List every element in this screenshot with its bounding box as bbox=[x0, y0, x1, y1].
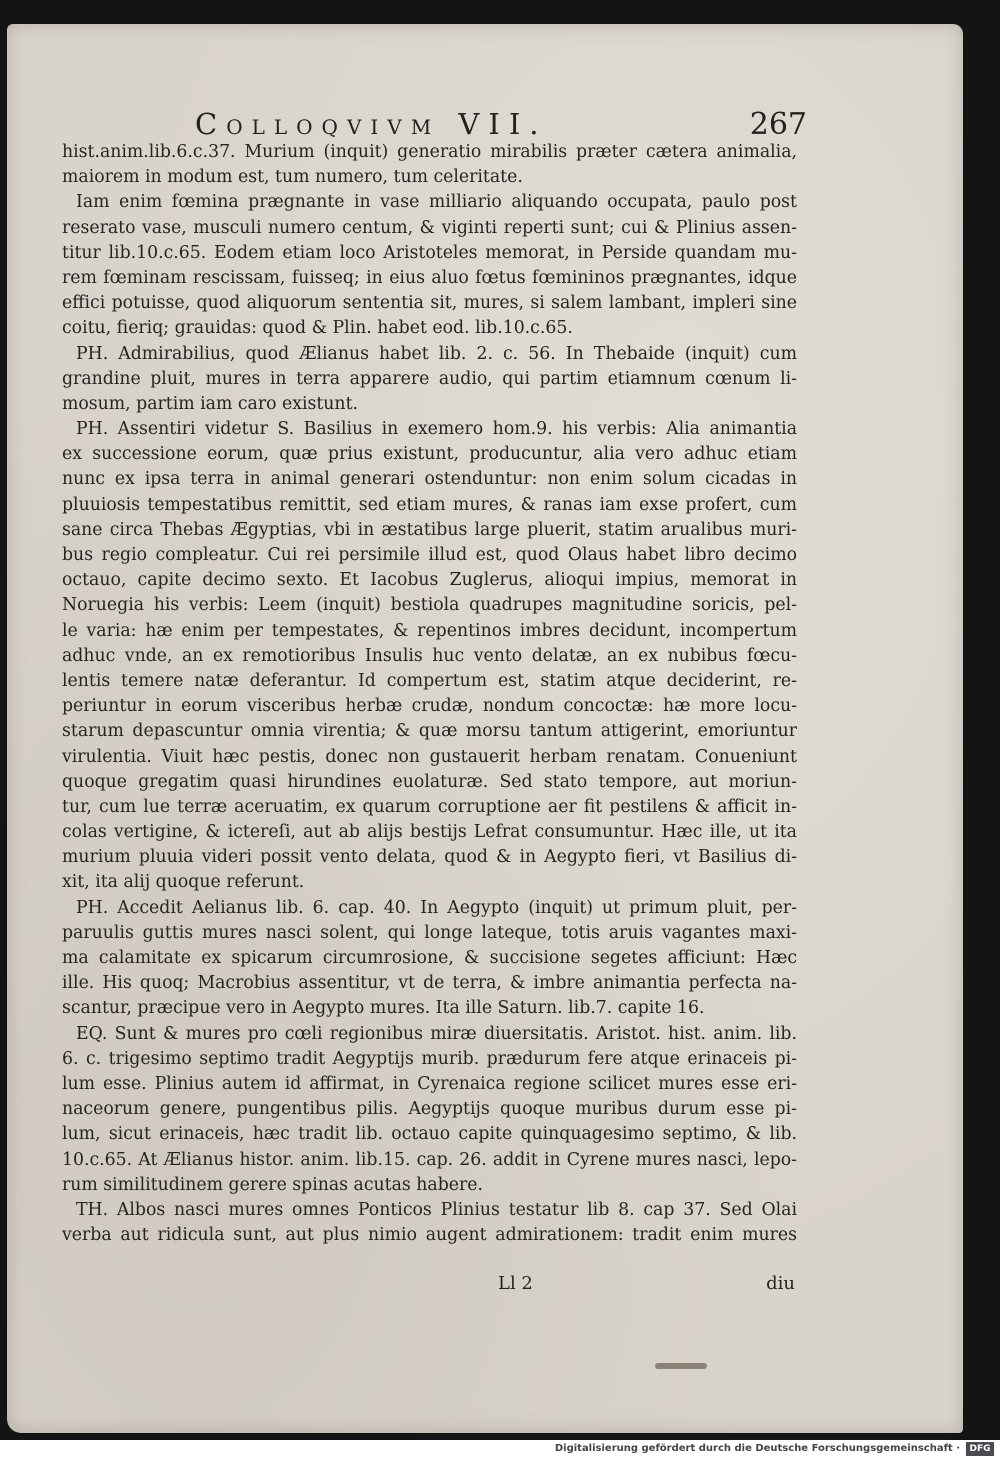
text-line: ex successione eorum, quæ prius existunt, producuntur, alia vero adhuc etiam bbox=[62, 444, 797, 465]
text-line: starum depascuntur omnia virentia; & quæ morsu tantum attigerint, emoriuntur bbox=[62, 721, 797, 742]
text-line: periuntur in eorum visceribus herbæ crudæ, nondum concoctæ: hæ more locu- bbox=[62, 696, 797, 717]
text-line: titur lib.10.c.65. Eodem etiam loco Aristoteles memorat, in Perside quandam mu- bbox=[62, 242, 797, 263]
text-line: mosum, partim iam caro existunt. bbox=[62, 393, 359, 414]
text-line: murium pluuia videri possit vento delata, quod & in Aegypto fieri, vt Basilius di- bbox=[62, 847, 797, 868]
text-line: PH. Admirabilius, quod Ælianus habet lib. 2. c. 56. In Thebaide (inquit) cum bbox=[76, 343, 797, 364]
text-line: sane circa Thebas Ægyptias, vbi in æstatibus large pluerit, statim arualibus muri- bbox=[62, 519, 797, 540]
text-line: lum esse. Plinius autem id affirmat, in Cyrenaica regione scilicet mures esse eri- bbox=[62, 1073, 797, 1094]
text-line: rum similitudinem gerere spinas acutas habere. bbox=[62, 1174, 483, 1195]
credit-bar bbox=[0, 1440, 1000, 1460]
text-line: 10.c.65. At Ælianus histor. anim. lib.15. cap. 26. addit in Cyrene mures nasci, lepo- bbox=[62, 1149, 797, 1170]
credit-text: Digitalisierung gefördert durch die Deutsche Forschungsgemeinschaft · bbox=[554, 1443, 960, 1454]
text-line: ille. His quoq; Macrobius assentitur, vt de terra, & imbre animantia perfecta na- bbox=[62, 973, 797, 994]
text-line: maiorem in modum est, tum numero, tum celeritate. bbox=[62, 167, 523, 188]
text-line: le varia: hæ enim per tempestates, & repentinos imbres decidunt, incompertum bbox=[62, 620, 797, 641]
text-line: verba aut ridicula sunt, aut plus nimio augent admirationem: tradit enim mures bbox=[62, 1225, 797, 1246]
text-line: nunc ex ipsa terra in animal generari ostenduntur: non enim solum cicadas in bbox=[62, 469, 797, 490]
text-line: lum, sicut erinaceis, hæc tradit lib. octauo capite quinquagesimo septimo, & lib. bbox=[62, 1124, 797, 1145]
text-line: pluuiosis tempestatibus remittit, sed etiam mures, & ranas iam exse profert, cum bbox=[62, 494, 797, 515]
body-text bbox=[62, 140, 797, 1248]
text-line: hist.anim.lib.6.c.37. Murium (inquit) generatio mirabilis præter cætera animalia, bbox=[62, 142, 797, 162]
text-line: PH. Assentiri videtur S. Basilius in exemero hom.9. his verbis: Alia animantia bbox=[76, 419, 797, 440]
text-line: coitu, fieriq; grauidas: quod & Plin. habet eod. lib.10.c.65. bbox=[62, 318, 573, 339]
signature-mark: Ll 2 bbox=[498, 1273, 533, 1294]
text-line: virulentia. Viuit hæc pestis, donec non gustauerit herbam renatam. Conueniunt bbox=[62, 746, 797, 767]
text-line: rem fœminam rescissam, fuisseq; in eius aluo fœtus fœmininos prægnantes, idque bbox=[62, 267, 797, 288]
text-line: tur, cum lue terræ aceruatim, ex quarum corruptione aer fit pestilens & afficit in- bbox=[62, 796, 797, 817]
text-line: EQ. Sunt & mures pro cœli regionibus miræ diuersitatis. Aristot. hist. anim. lib. bbox=[76, 1023, 797, 1044]
text-line: ma calamitate ex spicarum circumrosione, & succisione segetes afficiunt: Hæc bbox=[62, 948, 797, 968]
text-line: naceorum genere, pungentibus pilis. Aegyptijs quoque muribus durum esse pi- bbox=[62, 1099, 797, 1120]
text-line: quoque gregatim quasi hirundines euolaturæ. Sed stato tempore, aut moriun- bbox=[62, 771, 797, 792]
text-line: xit, ita alij quoque referunt. bbox=[62, 872, 305, 893]
text-line: TH. Albos nasci mures omnes Ponticos Plinius testatur lib 8. cap 37. Sed Olai bbox=[76, 1199, 797, 1220]
text-line: paruulis guttis mures nasci solent, qui longe lateque, totis aruis vagantes maxi- bbox=[62, 922, 797, 943]
ink-smudge bbox=[655, 1363, 707, 1369]
text-line: PH. Accedit Aelianus lib. 6. cap. 40. In Aegypto (inquit) ut primum pluit, per- bbox=[76, 897, 797, 918]
catchword: diu bbox=[766, 1273, 795, 1294]
text-line: grandine pluit, mures in terra apparere audio, qui partim etiamnum cœnum li- bbox=[62, 368, 797, 389]
running-title: Colloqvivm VII. bbox=[195, 107, 548, 141]
text-line: lentis temere natæ deferantur. Id compertum est, statim atque deciderint, re- bbox=[62, 670, 797, 691]
text-line: adhuc vnde, an ex remotioribus Insulis huc vento delatæ, an ex nubibus fœcu- bbox=[62, 645, 797, 666]
text-line: effici potuisse, quod aliquorum sententia sit, mures, si salem lambant, impleri sine bbox=[62, 293, 797, 314]
text-line: bus regio compleatur. Cui rei persimile illud est, quod Olaus habet libro decimo bbox=[62, 545, 797, 565]
page-number: 267 bbox=[749, 107, 807, 142]
text-line: scantur, præcipue vero in Aegypto mures. Ita ille Saturn. lib.7. capite 16. bbox=[62, 998, 705, 1019]
text-line: Noruegia his verbis: Leem (inquit) bestiola quadrupes magnitudine soricis, pel- bbox=[62, 595, 797, 616]
text-line: octauo, capite decimo sexto. Et Iacobus Zuglerus, alioqui impius, memorat in bbox=[62, 570, 797, 591]
dfg-logo-icon: DFG bbox=[966, 1442, 994, 1456]
text-line: colas vertigine, & ictereſi, aut ab alijs bestijs Lefrat consumuntur. Hæc ille, ut ita bbox=[62, 822, 797, 843]
text-line: 6. c. trigesimo septimo tradit Aegyptijs murib. prædurum fere atque erinaceis pi- bbox=[62, 1048, 797, 1069]
text-line: reserato vase, musculi numero centum, & viginti reperti sunt; cui & Plinius assen- bbox=[62, 217, 797, 238]
text-line: Iam enim fœmina prægnante in vase milliario aliquando occupata, paulo post bbox=[76, 192, 797, 213]
page-footer bbox=[62, 1273, 797, 1301]
